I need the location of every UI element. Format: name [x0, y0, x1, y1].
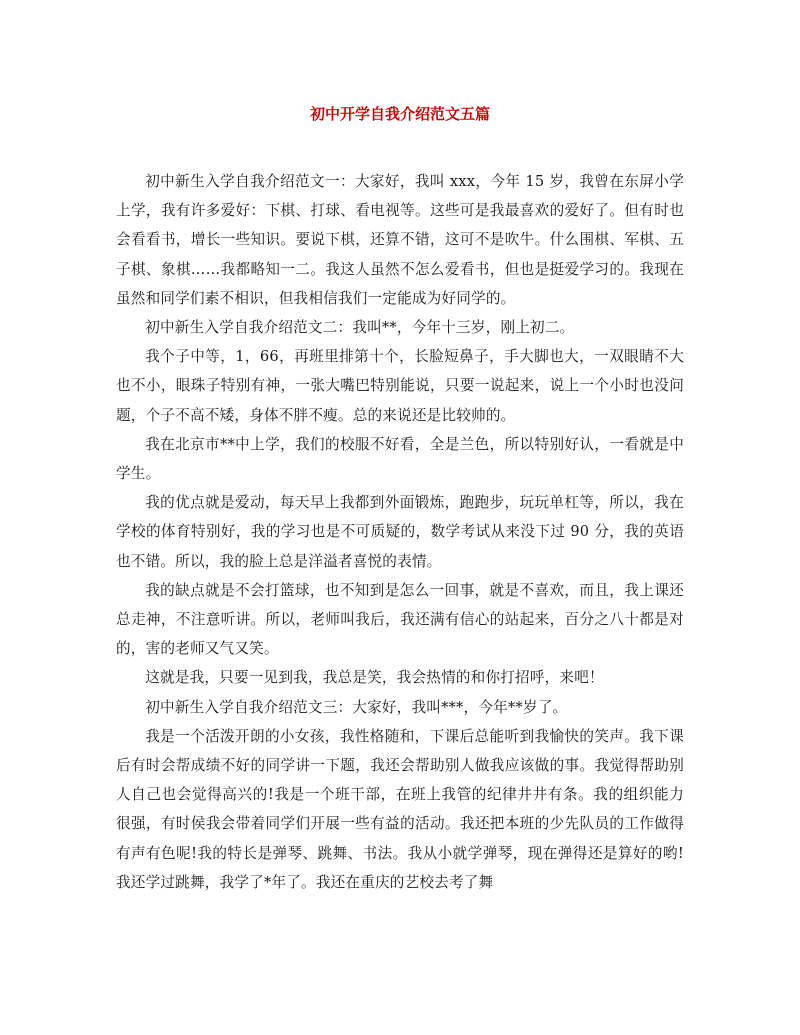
paragraph: 初中新生入学自我介绍范文三：大家好，我叫***，今年**岁了。 — [145, 698, 568, 716]
paragraph: 我的优点就是爱动，每天早上我都到外面锻炼，跑跑步，玩玩单杠等，所以，我在学校的体育特别好，我的学习也是不可质疑的，数学考试从来没下过 90 分，我的英语也不错。所以，我的脸上总是洋溢者喜悦的表情。 — [116, 494, 684, 570]
paragraph: 这就是我，只要一见到我，我总是笑，我会热情的和你打招呼，来吧！ — [145, 669, 604, 687]
paragraph: 我的缺点就是不会打篮球，也不知到是怎么一回事，就是不喜欢，而且，我上课还总走神，不注意听讲。所以，老师叫我后，我还满有信心的站起来，百分之八十都是对的，害的老师又气又笑。 — [116, 581, 684, 658]
paragraph: 初中新生入学自我介绍范文一：大家好，我叫 xxx，今年 15 岁，我曾在东屏小学上学，我有许多爱好：下棋、打球、看电视等。这些可是我最喜欢的爱好了。但有时也会看看书，增长一些知识。要说下棋，还算不错，这可不是吹牛。什么围棋、军棋、五子棋、象棋……我都略知一二。我这人虽然不怎么爱看书，但也是挺爱学习的。我现在虽然和同学们素不相识，但我相信我们一定能成为好同学的。 — [116, 173, 684, 307]
document-title: 初中开学自我介绍范文五篇 — [309, 105, 490, 123]
document-body — [116, 167, 684, 897]
paragraph: 我在北京市**中上学，我们的校服不好看，全是兰色，所以特别好认，一看就是中学生。 — [116, 435, 684, 483]
paragraph: 初中新生入学自我介绍范文二：我叫**，今年十三岁，刚上初二。 — [145, 319, 575, 337]
paragraph: 我个子中等，1，66，再班里排第十个，长脸短鼻子，手大脚也大，一双眼睛不大也不小，眼珠子特别有神，一张大嘴巴特别能说，只要一说起来，说上一个小时也没问题，个子不高不矮，身体不胖不瘦。总的来说还是比较帅的。 — [116, 348, 684, 424]
paragraph: 我是一个活泼开朗的小女孩，我性格随和，下课后总能听到我愉快的笑声。我下课后有时会帮成绩不好的同学讲一下题，我还会帮助别人做我应该做的事。我觉得帮助别人自己也会觉得高兴的!我是一个班干部，在班上我管的纪律井井有条。我的组织能力很强，有时侯我会带着同学们开展一些有益的活动。我还把本班的少先队员的工作做得有声有色呢!我的特长是弹琴、跳舞、书法。我从小就学弹琴，现在弹得还是算好的哟!我还学过跳舞，我学了*年了。我还在重庆的艺校去考了舞 — [116, 727, 684, 891]
